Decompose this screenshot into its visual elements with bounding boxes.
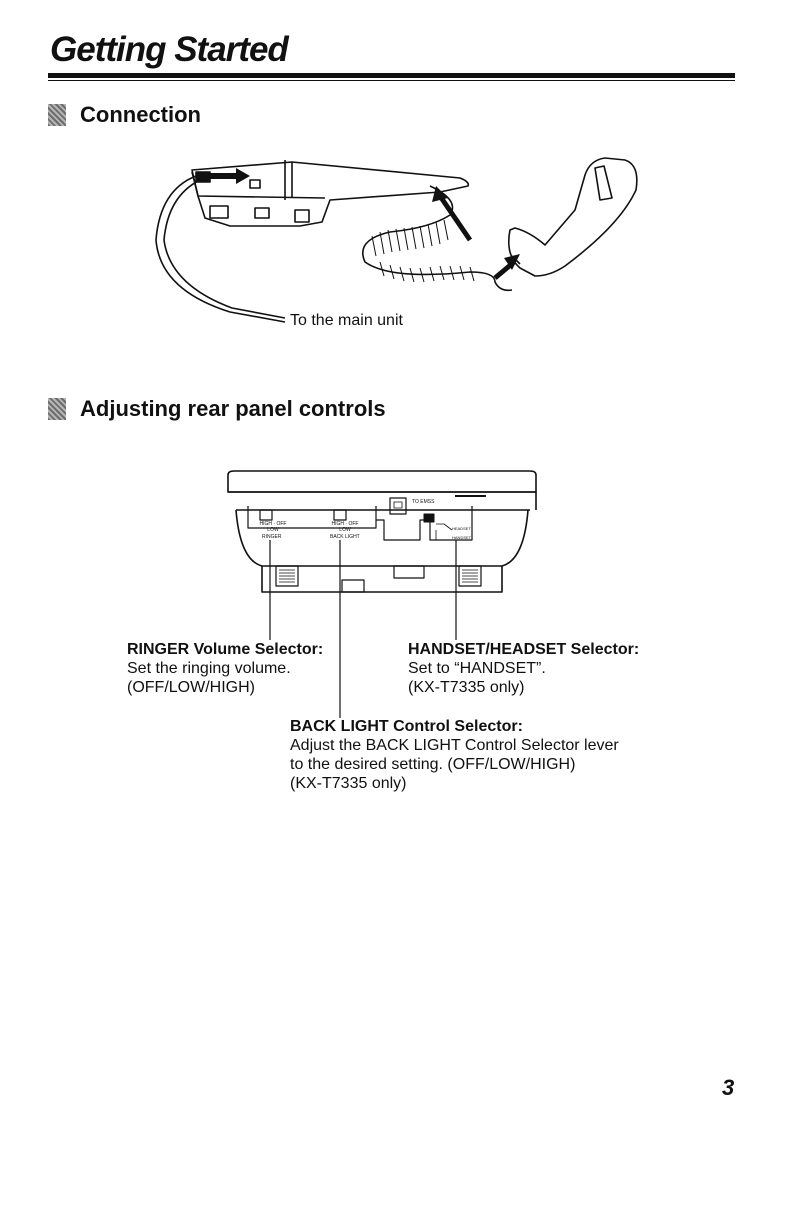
handset [509, 158, 637, 276]
callout-text: (OFF/LOW/HIGH) [127, 679, 255, 696]
page-title: Getting Started [50, 30, 288, 69]
section-marker-icon [48, 398, 66, 420]
switch-positions: HIGH · OFF [259, 521, 287, 527]
headset-label: HEADSET [452, 526, 471, 531]
section-title: Adjusting rear panel controls [80, 396, 386, 421]
callout-backlight [290, 717, 670, 793]
callout-heading: BACK LIGHT Control Selector: [290, 718, 523, 735]
section-heading-rear-panel [48, 396, 386, 422]
callout-text: (KX-T7335 only) [290, 775, 407, 792]
callout-text: Set the ringing volume. [127, 660, 291, 677]
switch-positions: HIGH · OFF [331, 521, 359, 527]
phone-base [192, 162, 468, 226]
switch-low: LOW [267, 527, 279, 533]
callout-ringer [127, 640, 339, 697]
ringer-label: RINGER [262, 534, 282, 540]
page-number: 3 [722, 1075, 735, 1100]
callout-handset-headset [408, 640, 668, 697]
ringer-switch-label [258, 521, 288, 533]
callout-text: Adjust the BACK LIGHT Control Selector lever [290, 737, 619, 754]
to-emss-label: TO EMSS [412, 499, 435, 505]
line-cord [156, 176, 285, 322]
coiled-cord [363, 186, 512, 290]
callout-text: to the desired setting. (OFF/LOW/HIGH) [290, 756, 576, 773]
backlight-switch-label [330, 521, 360, 533]
callout-heading: HANDSET/HEADSET Selector: [408, 641, 640, 658]
connection-caption: To the main unit [290, 312, 403, 329]
section-title: Connection [80, 102, 201, 127]
switch-low: LOW [339, 527, 351, 533]
handset-label: HANDSET [452, 535, 472, 540]
callout-text: Set to “HANDSET”. [408, 660, 546, 677]
backlight-label: BACK LIGHT [330, 534, 360, 540]
callout-text: (KX-T7335 only) [408, 679, 525, 696]
callout-heading: RINGER Volume Selector: [127, 641, 324, 658]
